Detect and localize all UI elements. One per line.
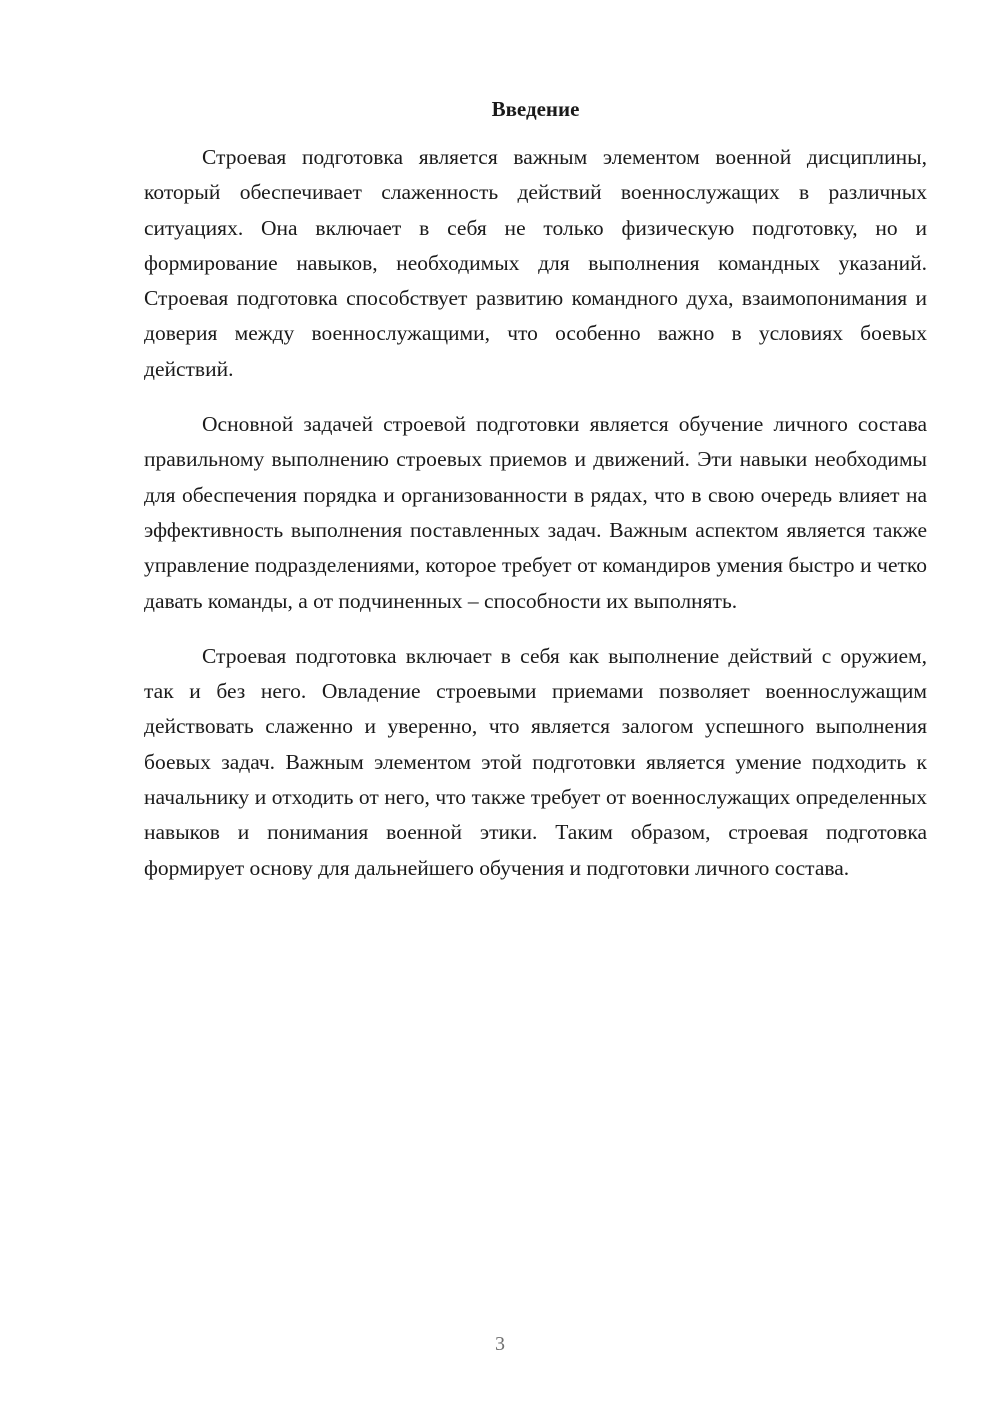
paragraph-1: Строевая подготовка является важным элементом военной дисциплины, который обеспечивает слаженность действий военнослужащих в различных ситуациях. Она включает в себя не только физическую подготовку, но и формирование навыков, необходимых для выполнения командных указаний. Строевая подготовка способствует развитию командного духа, взаимопонимания и доверия между военнослужащими, что особенно важно в условиях боевых действий. bbox=[144, 145, 927, 381]
page-number: 3 bbox=[495, 1333, 505, 1355]
paragraph-2: Основной задачей строевой подготовки является обучение личного состава правильному выполнению строевых приемов и движений. Эти навыки необходимы для обеспечения порядка и организованности в рядах, что в свою очередь влияет на эффективность выполнения поставленных задач. Важным аспектом является также управление подразделениями, которое требует от командиров умения быстро и четко давать команды, а от подчиненных – способности их выполнять. bbox=[144, 412, 927, 613]
paragraph-3: Строевая подготовка включает в себя как выполнение действий с оружием, так и без него. Овладение строевыми приемами позволяет военнослужащим действовать слаженно и уверенно, что является залогом успешного выполнения боевых задач. Важным элементом этой подготовки является умение подходить к начальнику и отходить от него, что также требует от военнослужащих определенных навыков и понимания военной этики. Таким образом, строевая подготовка формирует основу для дальнейшего обучения и подготовки личного состава. bbox=[144, 643, 927, 880]
page-content bbox=[144, 92, 927, 906]
section-heading: Введение bbox=[491, 97, 580, 121]
